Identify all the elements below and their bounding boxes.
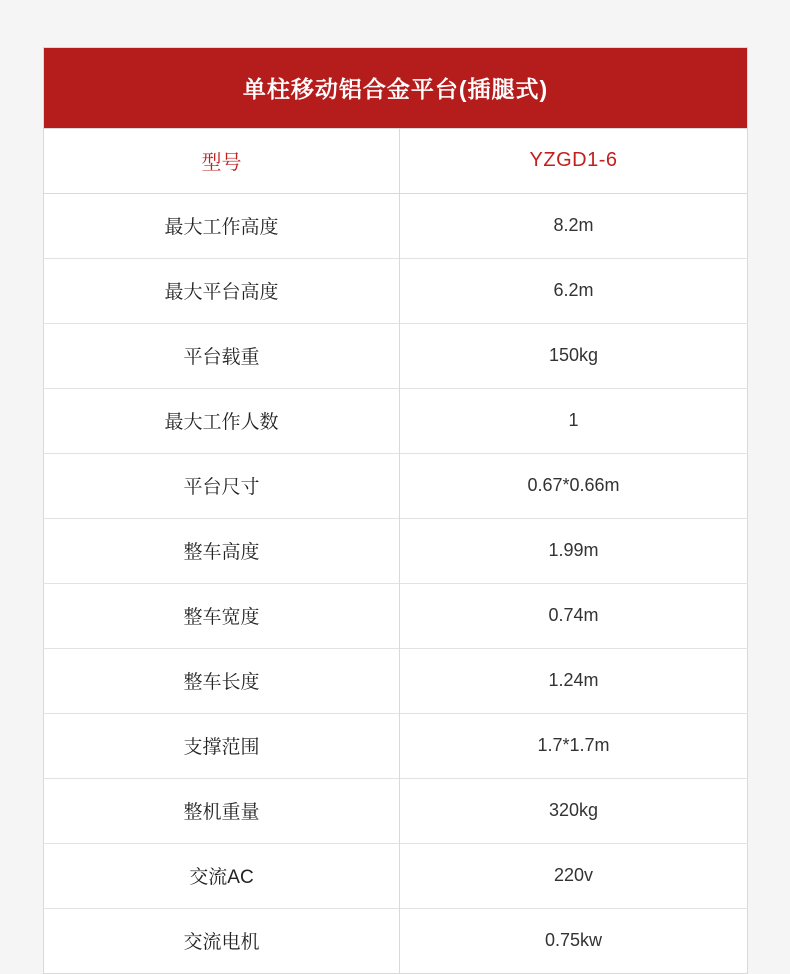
row-value: 220v [400,844,748,909]
table-row [44,324,748,389]
table-row [44,714,748,779]
table-body [44,194,748,974]
table-row [44,389,748,454]
row-label: 支撑范围 [44,714,400,779]
row-value: 1.24m [400,649,748,714]
row-value: 8.2m [400,194,748,259]
row-label: 最大工作人数 [44,389,400,454]
model-label: 型号 [44,129,400,194]
row-value: 150kg [400,324,748,389]
table-row [44,194,748,259]
table-row [44,519,748,584]
row-value: 0.74m [400,584,748,649]
row-value: 1.99m [400,519,748,584]
row-value: 320kg [400,779,748,844]
row-value: 1 [400,389,748,454]
row-label: 整机重量 [44,779,400,844]
row-value: 0.75kw [400,909,748,974]
row-label: 平台尺寸 [44,454,400,519]
table-row [44,584,748,649]
row-label: 交流电机 [44,909,400,974]
row-label: 最大工作高度 [44,194,400,259]
table-row [44,779,748,844]
row-label: 平台载重 [44,324,400,389]
specification-table [43,47,748,974]
model-value: YZGD1-6 [400,129,748,194]
row-label: 整车长度 [44,649,400,714]
table-row [44,909,748,974]
row-value: 0.67*0.66m [400,454,748,519]
row-label: 交流AC [44,844,400,909]
row-value: 1.7*1.7m [400,714,748,779]
row-label: 最大平台高度 [44,259,400,324]
table-row [44,844,748,909]
row-label: 整车高度 [44,519,400,584]
row-value: 6.2m [400,259,748,324]
row-label: 整车宽度 [44,584,400,649]
table-header-row [44,129,748,194]
table-head [44,48,748,194]
table-row [44,649,748,714]
table-row [44,454,748,519]
table-title-row [44,48,748,129]
table-row [44,259,748,324]
table-title: 单柱移动铝合金平台(插腿式) [44,48,748,129]
